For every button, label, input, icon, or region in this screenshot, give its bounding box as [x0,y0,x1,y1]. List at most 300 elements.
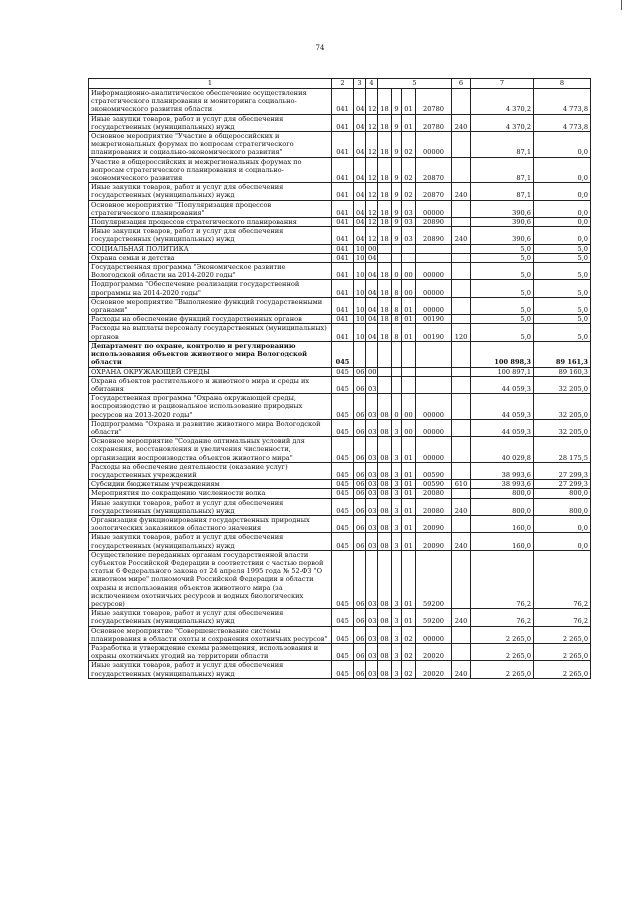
row-name-cell: Популяризация процессов стратегического планирования [89,218,332,227]
row-name-cell: Основное мероприятие "Совершенствование системы планирования в области охоты и сохранения охотничьих ресурсов" [89,626,332,643]
expense-type-cell [452,315,471,324]
admin-code-cell: 041 [332,218,354,227]
expense-type-cell: 240 [452,533,471,550]
measure-code-cell: 03 [402,227,416,244]
amount-year1-cell: 76,2 [471,609,534,626]
table-row [89,609,591,626]
direction-code-cell: 00000 [416,200,452,217]
amount-year1-cell: 44 059,3 [471,394,534,420]
row-name-cell: Информационно-аналитическое обеспечение осуществления стратегического планирования и мониторинга социально-экономического развития области [89,89,332,115]
subsection-cell: 04 [366,253,378,262]
admin-code-cell: 041 [332,200,354,217]
subsection-cell: 03 [366,489,378,498]
subprogram-code-cell: 0 [392,263,402,280]
admin-code-cell: 041 [332,280,354,297]
direction-code-cell [416,376,452,393]
expense-type-cell [452,157,471,183]
amount-year2-cell: 89 161,3 [534,341,591,367]
header-cell: 2 [332,79,354,89]
amount-year2-cell: 5,0 [534,263,591,280]
admin-code-cell: 045 [332,462,354,479]
direction-code-cell [416,253,452,262]
row-name-cell: Иные закупки товаров, работ и услуг для обеспечения государственных (муниципальных) нужд [89,183,332,200]
table-row [89,498,591,515]
subsection-cell: 00 [366,244,378,253]
measure-code-cell: 01 [402,297,416,314]
subprogram-code-cell [392,341,402,367]
expense-type-cell [452,253,471,262]
section-cell: 06 [354,437,366,463]
measure-code-cell: 01 [402,114,416,131]
direction-code-cell: 00000 [416,297,452,314]
subsection-cell: 00 [366,367,378,376]
admin-code-cell: 041 [332,263,354,280]
amount-year1-cell: 87,1 [471,157,534,183]
measure-code-cell: 01 [402,515,416,532]
direction-code-cell: 20080 [416,498,452,515]
section-cell: 06 [354,644,366,661]
measure-code-cell: 00 [402,280,416,297]
subsection-cell: 04 [366,280,378,297]
section-cell: 04 [354,227,366,244]
subprogram-code-cell: 3 [392,419,402,436]
amount-year2-cell: 5,0 [534,280,591,297]
measure-code-cell: 02 [402,644,416,661]
table-row [89,157,591,183]
measure-code-cell: 02 [402,661,416,678]
header-cell: 4 [366,79,378,89]
expense-type-cell: 120 [452,324,471,341]
table-row [89,341,591,367]
measure-code-cell [402,341,416,367]
amount-year1-cell: 76,2 [471,550,534,608]
amount-year2-cell: 2 265,0 [534,661,591,678]
section-cell: 06 [354,489,366,498]
program-code-cell: 08 [378,626,392,643]
direction-code-cell: 00000 [416,132,452,158]
expense-type-cell [452,297,471,314]
expense-type-cell [452,515,471,532]
amount-year2-cell: 76,2 [534,550,591,608]
amount-year2-cell: 4 773,8 [534,89,591,115]
expense-type-cell: 240 [452,609,471,626]
table-row [89,533,591,550]
amount-year1-cell: 5,0 [471,244,534,253]
amount-year1-cell: 38 993,6 [471,480,534,489]
direction-code-cell: 20090 [416,533,452,550]
measure-code-cell [402,244,416,253]
amount-year2-cell: 0,0 [534,515,591,532]
amount-year1-cell: 5,0 [471,315,534,324]
expense-type-cell [452,200,471,217]
amount-year2-cell: 0,0 [534,200,591,217]
section-cell: 06 [354,419,366,436]
subsection-cell: 04 [366,324,378,341]
measure-code-cell: 01 [402,550,416,608]
row-name-cell: Расходы на обеспечение деятельности (оказание услуг) государственных учреждений [89,462,332,479]
row-name-cell: Мероприятия по сокращению численности волка [89,489,332,498]
subprogram-code-cell: 9 [392,114,402,131]
measure-code-cell: 01 [402,498,416,515]
page-number: 74 [315,44,325,52]
row-name-cell: Участие в общероссийских и межрегиональных форумах по вопросам стратегического планирования и социально-экономического развития [89,157,332,183]
subprogram-code-cell: 3 [392,480,402,489]
section-cell: 04 [354,114,366,131]
program-code-cell [378,367,392,376]
subsection-cell: 04 [366,263,378,280]
subprogram-code-cell: 9 [392,89,402,115]
direction-code-cell: 00000 [416,419,452,436]
program-code-cell: 08 [378,533,392,550]
subsection-cell: 12 [366,218,378,227]
budget-table [88,78,591,679]
row-name-cell: Иные закупки товаров, работ и услуг для обеспечения государственных (муниципальных) нужд [89,114,332,131]
measure-code-cell: 01 [402,324,416,341]
table-row [89,200,591,217]
section-cell: 06 [354,376,366,393]
expense-type-cell [452,394,471,420]
row-name-cell: Иные закупки товаров, работ и услуг для обеспечения государственных (муниципальных) нужд [89,498,332,515]
section-cell: 10 [354,324,366,341]
row-name-cell: Иные закупки товаров, работ и услуг для обеспечения государственных (муниципальных) нужд [89,661,332,678]
program-code-cell: 18 [378,183,392,200]
amount-year1-cell: 160,0 [471,533,534,550]
row-name-cell: Организация функционирования государственных природных зоологических заказников областного значения [89,515,332,532]
expense-type-cell: 240 [452,183,471,200]
subprogram-code-cell: 9 [392,200,402,217]
subprogram-code-cell: 8 [392,280,402,297]
expense-type-cell [452,244,471,253]
section-cell: 06 [354,626,366,643]
amount-year1-cell: 5,0 [471,297,534,314]
subsection-cell: 03 [366,376,378,393]
section-cell: 10 [354,253,366,262]
subsection-cell: 12 [366,132,378,158]
table-row [89,394,591,420]
direction-code-cell: 20020 [416,661,452,678]
amount-year1-cell: 390,6 [471,200,534,217]
table-row [89,315,591,324]
measure-code-cell: 01 [402,533,416,550]
section-cell: 04 [354,200,366,217]
row-name-cell: Основное мероприятие "Выполнение функций государственными органами" [89,297,332,314]
admin-code-cell: 045 [332,394,354,420]
table-row [89,626,591,643]
admin-code-cell: 041 [332,157,354,183]
subprogram-code-cell: 8 [392,297,402,314]
expense-type-cell [452,489,471,498]
amount-year2-cell: 0,0 [534,218,591,227]
subsection-cell: 03 [366,644,378,661]
section-cell [354,341,366,367]
program-code-cell: 08 [378,419,392,436]
program-code-cell: 18 [378,157,392,183]
row-name-cell: ОХРАНА ОКРУЖАЮЩЕЙ СРЕДЫ [89,367,332,376]
amount-year1-cell: 390,6 [471,218,534,227]
subprogram-code-cell: 9 [392,218,402,227]
section-cell: 06 [354,515,366,532]
direction-code-cell [416,341,452,367]
expense-type-cell [452,550,471,608]
expense-type-cell [452,218,471,227]
expense-type-cell [452,462,471,479]
amount-year2-cell: 5,0 [534,297,591,314]
subsection-cell: 04 [366,315,378,324]
table-body [89,89,591,679]
table-row [89,227,591,244]
expense-type-cell [452,437,471,463]
section-cell: 06 [354,550,366,608]
amount-year2-cell: 0,0 [534,227,591,244]
subprogram-code-cell: 9 [392,132,402,158]
subprogram-code-cell: 3 [392,550,402,608]
table-row [89,324,591,341]
program-code-cell [378,253,392,262]
expense-type-cell [452,132,471,158]
section-cell: 10 [354,244,366,253]
table-row [89,462,591,479]
amount-year1-cell: 100 898,3 [471,341,534,367]
section-cell: 04 [354,218,366,227]
amount-year2-cell: 27 299,3 [534,462,591,479]
expense-type-cell: 240 [452,227,471,244]
amount-year1-cell: 5,0 [471,280,534,297]
amount-year1-cell: 5,0 [471,324,534,341]
measure-code-cell: 01 [402,609,416,626]
table-row [89,550,591,608]
header-cell: 6 [452,79,471,89]
table-row [89,132,591,158]
measure-code-cell: 01 [402,89,416,115]
header-cell: 5 [378,79,452,89]
program-code-cell: 18 [378,280,392,297]
table-row [89,437,591,463]
amount-year2-cell: 5,0 [534,253,591,262]
direction-code-cell [416,367,452,376]
table-row [89,661,591,678]
table-row [89,244,591,253]
table-row [89,489,591,498]
amount-year1-cell: 800,0 [471,498,534,515]
amount-year2-cell: 28 175,5 [534,437,591,463]
direction-code-cell: 00590 [416,462,452,479]
subprogram-code-cell: 3 [392,626,402,643]
admin-code-cell: 045 [332,437,354,463]
table-row [89,419,591,436]
section-cell: 04 [354,132,366,158]
admin-code-cell: 045 [332,533,354,550]
section-cell: 04 [354,157,366,183]
subprogram-code-cell: 3 [392,644,402,661]
expense-type-cell [452,263,471,280]
direction-code-cell: 00000 [416,626,452,643]
subsection-cell: 12 [366,157,378,183]
amount-year1-cell: 160,0 [471,515,534,532]
header-row [89,79,591,89]
program-code-cell: 08 [378,644,392,661]
section-cell: 06 [354,462,366,479]
amount-year1-cell: 4 370,2 [471,114,534,131]
expense-type-cell: 240 [452,661,471,678]
program-code-cell: 08 [378,550,392,608]
section-cell: 04 [354,183,366,200]
row-name-cell: Подпрограмма "Охрана и развитие животного мира Вологодской области" [89,419,332,436]
subsection-cell: 12 [366,114,378,131]
program-code-cell: 08 [378,498,392,515]
direction-code-cell: 20870 [416,157,452,183]
amount-year1-cell: 5,0 [471,263,534,280]
amount-year2-cell: 89 160,3 [534,367,591,376]
amount-year1-cell: 44 059,3 [471,376,534,393]
expense-type-cell [452,280,471,297]
measure-code-cell: 03 [402,218,416,227]
expense-type-cell [452,376,471,393]
direction-code-cell: 00590 [416,480,452,489]
section-cell: 06 [354,367,366,376]
direction-code-cell: 20870 [416,183,452,200]
subsection-cell: 03 [366,419,378,436]
program-code-cell: 08 [378,515,392,532]
subsection-cell: 03 [366,480,378,489]
amount-year2-cell: 5,0 [534,324,591,341]
program-code-cell: 08 [378,462,392,479]
expense-type-cell: 610 [452,480,471,489]
subprogram-code-cell: 8 [392,324,402,341]
amount-year2-cell: 800,0 [534,498,591,515]
program-code-cell: 08 [378,437,392,463]
direction-code-cell: 00000 [416,394,452,420]
expense-type-cell: 240 [452,114,471,131]
amount-year1-cell: 2 265,0 [471,644,534,661]
program-code-cell: 08 [378,661,392,678]
row-name-cell: Субсидии бюджетным учреждениям [89,480,332,489]
subprogram-code-cell: 9 [392,157,402,183]
row-name-cell: Охрана семьи и детства [89,253,332,262]
table-row [89,218,591,227]
table-row [89,280,591,297]
subsection-cell: 03 [366,394,378,420]
subprogram-code-cell: 3 [392,462,402,479]
subsection-cell: 03 [366,498,378,515]
amount-year2-cell: 5,0 [534,244,591,253]
admin-code-cell: 045 [332,489,354,498]
row-name-cell: Иные закупки товаров, работ и услуг для обеспечения государственных (муниципальных) нужд [89,609,332,626]
table-row [89,183,591,200]
row-name-cell: Охрана объектов растительного и животного мира и среды их обитания [89,376,332,393]
subsection-cell: 12 [366,183,378,200]
program-code-cell: 18 [378,89,392,115]
subprogram-code-cell: 9 [392,183,402,200]
subprogram-code-cell: 3 [392,498,402,515]
expense-type-cell [452,644,471,661]
subsection-cell: 03 [366,626,378,643]
section-cell: 10 [354,263,366,280]
subsection-cell: 03 [366,462,378,479]
measure-code-cell: 01 [402,315,416,324]
direction-code-cell: 59200 [416,609,452,626]
admin-code-cell: 045 [332,341,354,367]
measure-code-cell: 01 [402,462,416,479]
header-cell: 8 [534,79,591,89]
expense-type-cell [452,626,471,643]
subsection-cell: 03 [366,437,378,463]
subsection-cell: 03 [366,533,378,550]
measure-code-cell [402,253,416,262]
subprogram-code-cell: 9 [392,227,402,244]
amount-year2-cell: 32 205,0 [534,394,591,420]
program-code-cell: 18 [378,315,392,324]
amount-year1-cell: 87,1 [471,183,534,200]
measure-code-cell: 00 [402,394,416,420]
measure-code-cell: 01 [402,437,416,463]
amount-year1-cell: 800,0 [471,489,534,498]
section-cell: 06 [354,480,366,489]
subsection-cell: 03 [366,609,378,626]
table-row [89,515,591,532]
row-name-cell: Департамент по охране, контролю и регулированию использования объектов животного мира Вологодской области [89,341,332,367]
section-cell: 04 [354,89,366,115]
section-cell: 10 [354,297,366,314]
admin-code-cell: 041 [332,297,354,314]
admin-code-cell: 045 [332,367,354,376]
expense-type-cell [452,419,471,436]
row-name-cell: Основное мероприятие "Создание оптимальных условий для сохранения, восстановления и увеличения численности, организации воспроизводства объектов животного мира" [89,437,332,463]
admin-code-cell: 045 [332,498,354,515]
header-cell: 1 [89,79,332,89]
program-code-cell: 18 [378,218,392,227]
table-row [89,376,591,393]
admin-code-cell: 041 [332,227,354,244]
admin-code-cell: 041 [332,324,354,341]
table-row [89,263,591,280]
table-row [89,480,591,489]
subsection-cell: 03 [366,515,378,532]
amount-year2-cell: 2 265,0 [534,626,591,643]
row-name-cell: Подпрограмма "Обеспечение реализации государственной программы на 2014-2020 годы" [89,280,332,297]
subsection-cell: 12 [366,227,378,244]
subprogram-code-cell: 3 [392,609,402,626]
measure-code-cell [402,367,416,376]
section-cell: 10 [354,280,366,297]
row-name-cell: Основное мероприятие "Популяризация процессов стратегического планирования" [89,200,332,217]
program-code-cell: 18 [378,227,392,244]
measure-code-cell: 02 [402,626,416,643]
subprogram-code-cell: 8 [392,315,402,324]
amount-year1-cell: 2 265,0 [471,626,534,643]
amount-year1-cell: 4 370,2 [471,89,534,115]
expense-type-cell: 240 [452,498,471,515]
measure-code-cell: 02 [402,157,416,183]
program-code-cell [378,244,392,253]
admin-code-cell: 041 [332,89,354,115]
row-name-cell: Государственная программа "Охрана окружающей среды, воспроизводство и рациональное использование природных ресурсов на 2013-2020 годы" [89,394,332,420]
row-name-cell: Иные закупки товаров, работ и услуг для обеспечения государственных (муниципальных) нужд [89,227,332,244]
table-row [89,644,591,661]
program-code-cell: 08 [378,489,392,498]
program-code-cell: 18 [378,200,392,217]
admin-code-cell: 045 [332,480,354,489]
program-code-cell: 18 [378,297,392,314]
measure-code-cell: 03 [402,200,416,217]
amount-year2-cell: 2 265,0 [534,644,591,661]
subprogram-code-cell: 3 [392,661,402,678]
admin-code-cell: 045 [332,609,354,626]
admin-code-cell: 041 [332,244,354,253]
subsection-cell: 12 [366,89,378,115]
admin-code-cell: 045 [332,550,354,608]
amount-year1-cell: 2 265,0 [471,661,534,678]
subprogram-code-cell [392,367,402,376]
